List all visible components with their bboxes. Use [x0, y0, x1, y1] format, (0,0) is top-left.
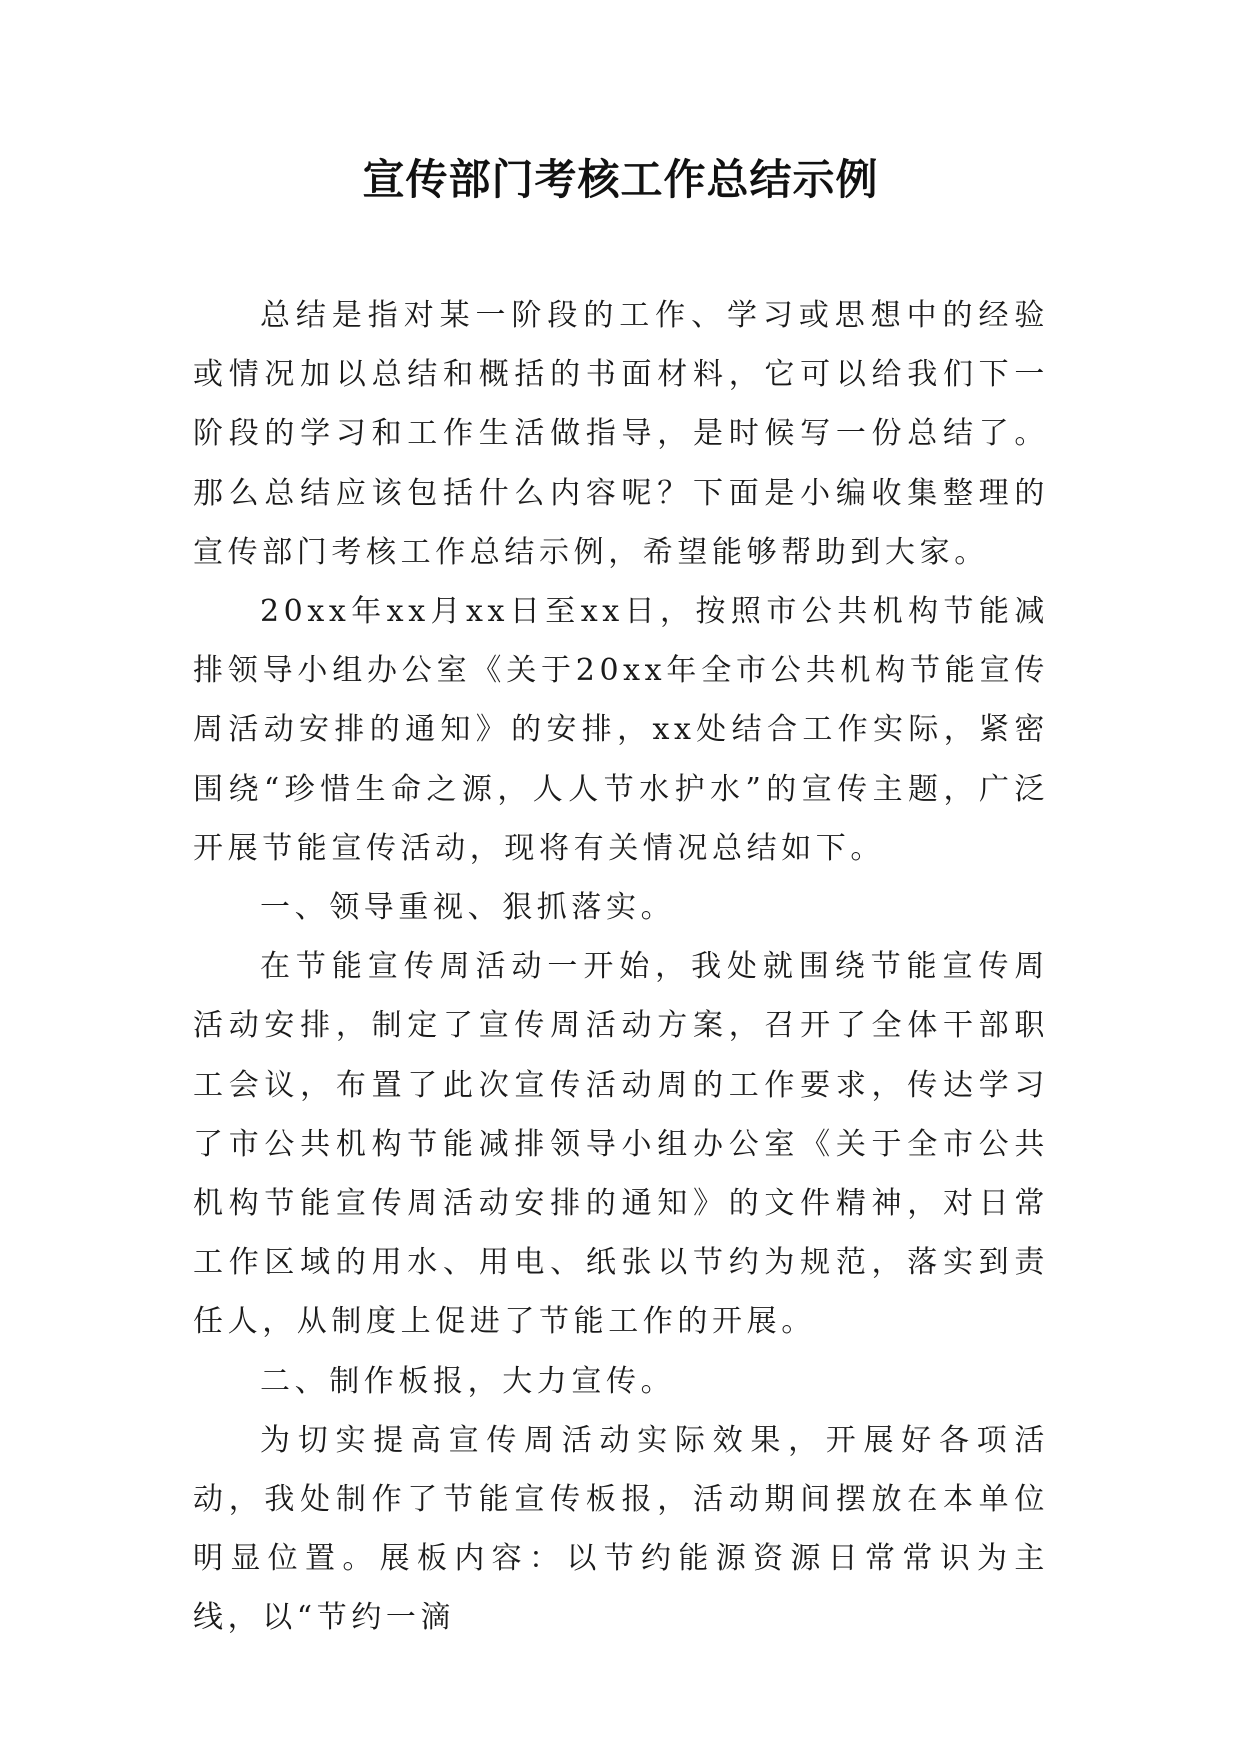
paragraph-intro: 总结是指对某一阶段的工作、学习或思想中的经验或情况加以总结和概括的书面材料，它可以给我们下一阶段的学习和工作生活做指导，是时候写一份总结了。那么总结应该包括什么内容呢？下面是小编收集整理的宣传部门考核工作总结示例，希望能够帮助到大家。: [193, 298, 1049, 570]
paragraph-overview: 20xx年xx月xx日至xx日，按照市公共机构节能减排领导小组办公室《关于20xx年全市公共机构节能宣传周活动安排的通知》的安排，xx处结合工作实际，紧密围绕“珍惜生命之源，人人节水护水”的宣传主题，广泛开展节能宣传活动，现将有关情况总结如下。: [193, 594, 1049, 866]
document-title: 宣传部门考核工作总结示例: [362, 155, 879, 204]
section-heading-2: 二、制作板报，大力宣传。: [260, 1363, 676, 1399]
paragraph-section-2: 为切实提高宣传周活动实际效果，开展好各项活动，我处制作了节能宣传板报，活动期间摆放在本单位明显位置。展板内容：以节约能源资源日常常识为主线，以“节约一滴: [193, 1422, 1049, 1636]
paragraph-section-1: 在节能宣传周活动一开始，我处就围绕节能宣传周活动安排，制定了宣传周活动方案，召开了全体干部职工会议，布置了此次宣传活动周的工作要求，传达学习了市公共机构节能减排领导小组办公室《关于全市公共机构节能宣传周活动安排的通知》的文件精神，对日常工作区域的用水、用电、纸张以节约为规范，落实到责任人，从制度上促进了节能工作的开展。: [193, 949, 1049, 1340]
document-body: [193, 286, 1049, 1648]
section-heading-1: 一、领导重视、狠抓落实。: [260, 890, 676, 926]
